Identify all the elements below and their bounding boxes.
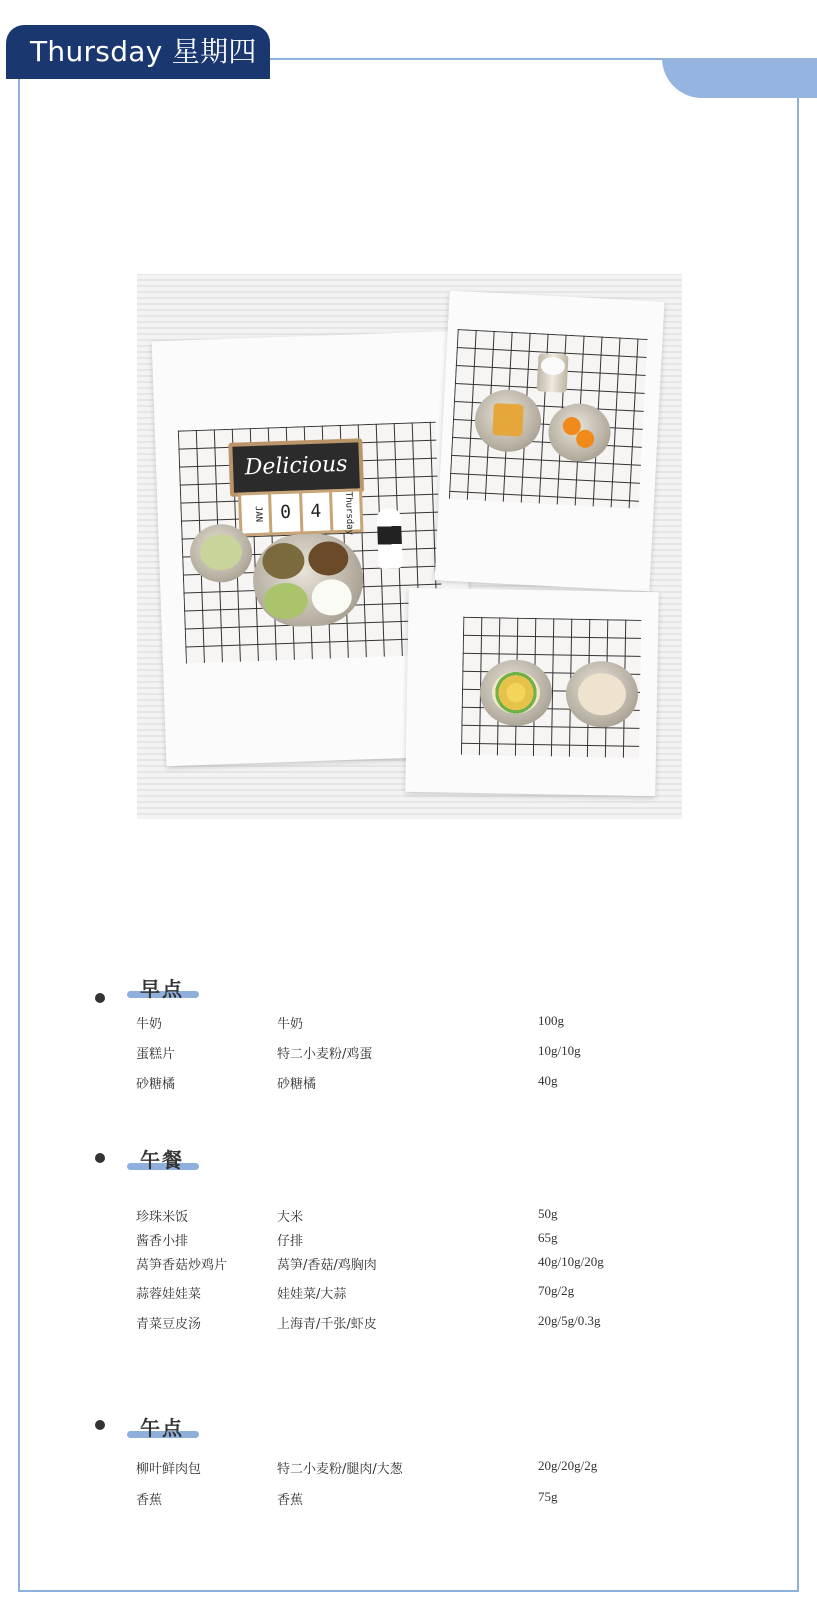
- section-title-lunch: 午餐: [140, 1148, 184, 1172]
- chicken-dish: [262, 542, 305, 579]
- dish-ingredients: 特二小麦粉/腿肉/大葱: [277, 1462, 403, 1477]
- dish-amount: 20g/5g/0.3g: [538, 1313, 601, 1328]
- lunch-photo-image: [178, 422, 444, 664]
- dish-amount: 40g/10g/20g: [538, 1254, 604, 1269]
- cabbage: [263, 582, 308, 620]
- day-label: Thursday 星期四: [30, 35, 257, 68]
- sign-text: Delicious: [244, 451, 348, 481]
- rice: [311, 579, 352, 616]
- section-bullet: [95, 1153, 105, 1163]
- tangerine-2: [576, 429, 595, 448]
- dish-ingredients: 娃娃菜/大蒜: [277, 1287, 347, 1302]
- dish-ingredients: 上海青/千张/虾皮: [277, 1317, 377, 1332]
- desk-calendar: [238, 488, 363, 536]
- dish-name: 酱香小排: [136, 1234, 189, 1249]
- menu-row: [0, 1254, 817, 1274]
- section-bullet: [95, 993, 105, 1003]
- dish-name: 砂糖橘: [136, 1077, 176, 1092]
- dish-name: 柳叶鲜肉包: [136, 1462, 202, 1477]
- dish-ingredients: 牛奶: [277, 1017, 304, 1032]
- dish-name: 珍珠米饭: [136, 1210, 189, 1225]
- dish-amount: 65g: [538, 1230, 558, 1245]
- cake-slices: [492, 403, 524, 437]
- dish-ingredients: 香蕉: [277, 1493, 304, 1508]
- dish-amount: 70g/2g: [538, 1283, 575, 1298]
- menu-row: [0, 1458, 817, 1478]
- afternoon-snack-photo-image: [461, 617, 641, 758]
- soup-bowl: [189, 523, 253, 583]
- afternoon-snack-photo: [405, 588, 659, 796]
- dish-name: 蒜蓉娃娃菜: [136, 1287, 202, 1302]
- calendar-weekday: Thursday: [332, 491, 361, 530]
- dish-amount: 50g: [538, 1206, 558, 1221]
- section-title-afternoon-snack: 午点: [140, 1416, 184, 1440]
- calendar-day-tens: 0: [271, 493, 300, 532]
- pork-ribs: [308, 541, 349, 576]
- dish-name: 莴笋香菇炒鸡片: [136, 1258, 228, 1273]
- compartment-plate: [252, 532, 365, 628]
- meal-photo-collage: [137, 274, 682, 819]
- menu-row: [0, 1283, 817, 1303]
- breakfast-photo-image: [449, 329, 648, 509]
- fried-rice-bowl: [479, 659, 552, 726]
- dish-ingredients: 莴笋/香菇/鸡胸肉: [277, 1258, 377, 1273]
- dish-name: 青菜豆皮汤: [136, 1317, 202, 1332]
- menu-row: [0, 1230, 817, 1250]
- milk: [540, 356, 565, 375]
- dish-ingredients: 仔排: [277, 1234, 304, 1249]
- dessert-soup-bowl: [565, 661, 638, 728]
- calendar-month: JAN: [241, 495, 270, 534]
- dish-name: 牛奶: [136, 1017, 163, 1032]
- cake-plate: [473, 388, 542, 453]
- dish-amount: 40g: [538, 1073, 558, 1088]
- section-title-breakfast: 早点: [140, 977, 184, 1001]
- dish-amount: 100g: [538, 1013, 564, 1028]
- breakfast-photo: [435, 291, 665, 592]
- menu-row: [0, 1043, 817, 1063]
- dish-amount: 10g/10g: [538, 1043, 581, 1058]
- dessert-soup: [578, 673, 627, 716]
- milk-cup: [537, 353, 569, 393]
- dish-ingredients: 砂糖橘: [277, 1077, 317, 1092]
- dish-name: 香蕉: [136, 1493, 163, 1508]
- menu-row: [0, 1489, 817, 1509]
- menu-row: [0, 1073, 817, 1093]
- section-bullet: [95, 1420, 105, 1430]
- dish-ingredients: 大米: [277, 1210, 304, 1225]
- dish-name: 蛋糕片: [136, 1047, 176, 1062]
- chef-figurine: [377, 508, 403, 569]
- dish-ingredients: 特二小麦粉/鸡蛋: [277, 1047, 373, 1062]
- dish-amount: 20g/20g/2g: [538, 1458, 598, 1473]
- corner-decoration: [662, 58, 817, 98]
- menu-row: [0, 1013, 817, 1033]
- soup: [199, 533, 242, 570]
- day-header-tab: [6, 25, 270, 79]
- menu-row: [0, 1206, 817, 1226]
- orange-plate: [547, 402, 612, 463]
- calendar-day-ones: 4: [302, 492, 331, 531]
- menu-row: [0, 1313, 817, 1333]
- dish-amount: 75g: [538, 1489, 558, 1504]
- fried-rice: [492, 671, 541, 714]
